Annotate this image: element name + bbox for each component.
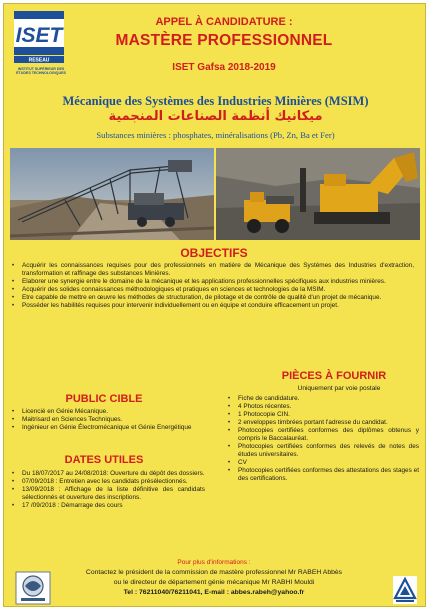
objectif-text: Elaborer une synergie entre le domaine de la mécanique et les applications professionnelles spécifiques aux industries minières. bbox=[22, 278, 386, 285]
objectif-text: Etre capable de mettre en œuvre les méthodes de structuration, de pilotage et de contrôle de qualité d'un projet de mécanique. bbox=[22, 294, 382, 301]
dates-title: DATES UTILES bbox=[64, 454, 144, 466]
list-item: • Licencié en Génie Mécanique. bbox=[12, 408, 108, 415]
piece-text: CV bbox=[238, 459, 247, 466]
public-text: Maitrisard en Sciences Techniques. bbox=[22, 416, 123, 423]
public-text: Ingénieur en Génie Électromécanique et Génie Energétique bbox=[22, 424, 192, 431]
ministry-emblem-logo bbox=[15, 571, 51, 605]
objectif-text: Acquérir les connaissances requises pour des professionnels en matière de Mécanique des Systèmes des Industries d'extraction, transformation et raffinage des substances Minières. bbox=[22, 262, 414, 277]
list-item: • CV bbox=[228, 459, 247, 466]
logo-network-text: RESEAU bbox=[28, 57, 50, 64]
date-text: 07/09/2018 : Entretien avec les candidats présélectionnés. bbox=[22, 478, 188, 485]
list-item: • 2 enveloppes timbrées portant l'adresse du candidat. bbox=[228, 419, 388, 426]
poster bbox=[3, 3, 426, 607]
pieces-title: PIÈCES À FOURNIR bbox=[281, 370, 387, 382]
dates-list bbox=[10, 470, 205, 510]
date-text: 13/09/2018 : Affichage de la liste définitive des candidats sélectionnés et ouverture des inscriptions. bbox=[22, 486, 205, 501]
list-item: • 1 Photocopie CIN. bbox=[228, 411, 290, 418]
program-subtitle: Substances minières : phosphates, minéralisations (Pb, Zn, Ba et Fer) bbox=[96, 130, 335, 140]
list-item: • 07/09/2018 : Entretien avec les candidats présélectionnés. bbox=[12, 478, 188, 485]
objectif-text: Acquérir des solides connaissances méthodologiques et pratiques en sciences et technologies de la MSIM. bbox=[22, 286, 326, 293]
list-item: • Acquérir des solides connaissances méthodologiques et pratiques en sciences et technologies de la MSIM. bbox=[12, 286, 326, 293]
iset-logo bbox=[14, 11, 64, 69]
public-text: Licencié en Génie Mécanique. bbox=[22, 408, 108, 415]
excavator-photo bbox=[216, 148, 420, 240]
list-item: • Photocopies certifiées conformes des attestations des stages et des certifications. bbox=[228, 467, 419, 482]
date-text: 17 /09/2018 : Démarrage des cours bbox=[22, 502, 123, 509]
logo-iset-text: ISET bbox=[15, 24, 63, 47]
piece-text: 1 Photocopie CIN. bbox=[238, 411, 290, 418]
piece-text: 4 Photos récentes. bbox=[238, 403, 292, 410]
program-title-ar: ميكانيك أنظمة الصناعات المنجمية bbox=[108, 109, 323, 124]
degree-title: MASTÈRE PROFESSIONNEL bbox=[115, 32, 333, 49]
piece-text: Photocopies certifiées conformes des attestations des stages et des certifications. bbox=[238, 467, 419, 482]
pieces-list bbox=[226, 395, 419, 483]
institute-name: INSTITUT SUPÉRIEUR DES ÉTUDES TECHNOLOGIQUES bbox=[16, 67, 66, 75]
session-title: ISET Gafsa 2018-2019 bbox=[172, 62, 276, 73]
list-item: • Ingénieur en Génie Électromécanique et Génie Energétique bbox=[12, 424, 192, 431]
piece-text: Photocopies certifiées conformes des relevés de notes des études universitaires. bbox=[238, 443, 419, 458]
list-item: • Du 18/07/2017 au 24/08/2018: Ouverture du dépôt des dossiers. bbox=[12, 470, 205, 477]
contact-line-2: ou le directeur de département génie mécanique Mr RABHI Mouldi bbox=[113, 579, 315, 586]
pieces-subtitle: Uniquement par voie postale bbox=[297, 385, 381, 392]
program-title-fr: Mécanique des Systèmes des Industries Minières (MSIM) bbox=[62, 94, 369, 108]
public-cible-title: PUBLIC CIBLE bbox=[65, 393, 143, 405]
date-text: Du 18/07/2017 au 24/08/2018: Ouverture du dépôt des dossiers. bbox=[22, 470, 205, 477]
list-item: • Etre capable de mettre en œuvre les méthodes de structuration, de pilotage et de contrôle de qualité d'un projet de mécanique. bbox=[12, 294, 382, 301]
list-item: • Maitrisard en Sciences Techniques. bbox=[12, 416, 123, 423]
call-title: APPEL À CANDIDATURE : bbox=[155, 16, 293, 28]
list-item: • Acquérir les connaissances requises pour des professionnels en matière de Mécanique des Systèmes des Industries d'extraction, transformation et raffinage des substances Minières. bbox=[12, 262, 414, 277]
objectifs-title: OBJECTIFS bbox=[180, 246, 248, 260]
list-item: • Photocopies certifiées conformes des diplômes obtenus y compris le Baccalauréat. bbox=[228, 427, 419, 442]
piece-text: Fiche de candidature. bbox=[238, 395, 300, 402]
contact-line-1: Contactez le président de la commission de mastère professionnel Mr RABEH Abbès bbox=[85, 569, 343, 576]
list-item: • 4 Photos récentes. bbox=[228, 403, 292, 410]
contact-title: Pour plus d'informations : bbox=[177, 559, 251, 566]
objectifs-list bbox=[10, 262, 414, 310]
list-item: • Elaborer une synergie entre le domaine de la mécanique et les applications professionnelles spécifiques aux industries minières. bbox=[12, 278, 386, 285]
list-item: • Fiche de candidature. bbox=[228, 395, 300, 402]
piece-text: Photocopies certifiées conformes des diplômes obtenus y compris le Baccalauréat. bbox=[238, 427, 419, 442]
objectif-text: Posséder les habilités requises pour intervenir individuellement ou en équipe et conduire efficacement un projet. bbox=[22, 302, 339, 309]
list-item: • 17 /09/2018 : Démarrage des cours bbox=[12, 502, 123, 509]
conveyor-photo bbox=[10, 148, 214, 240]
list-item: • 13/09/2018 : Affichage de la liste définitive des candidats sélectionnés et ouverture des inscriptions. bbox=[12, 486, 205, 501]
list-item: • Posséder les habilités requises pour intervenir individuellement ou en équipe et conduire efficacement un projet. bbox=[12, 302, 339, 309]
piece-text: 2 enveloppes timbrées portant l'adresse du candidat. bbox=[238, 419, 388, 426]
institute-small-logo bbox=[393, 576, 417, 604]
contact-line-3: Tel : 76211040/76211041, E-mail : abbes.rabeh@yahoo.fr bbox=[123, 589, 305, 596]
public-cible-list bbox=[10, 408, 205, 432]
list-item: • Photocopies certifiées conformes des relevés de notes des études universitaires. bbox=[228, 443, 419, 458]
